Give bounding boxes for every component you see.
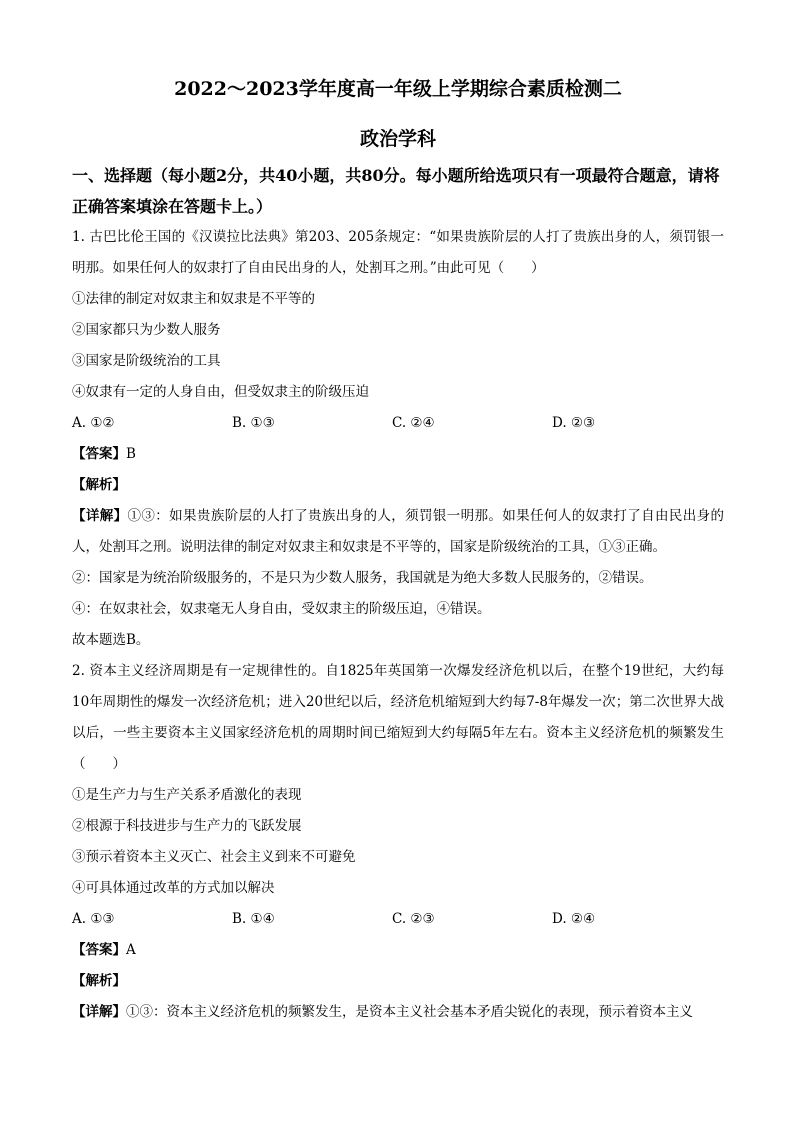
statement-2: ②根源于科技进步与生产力的飞跃发展 bbox=[72, 818, 302, 834]
option-c: C. ②④ bbox=[392, 415, 435, 431]
answer-line bbox=[72, 935, 724, 966]
analysis-tag: 【解析】 bbox=[72, 973, 126, 989]
section-heading: 一、选择题（每小题2分，共40小题，共80分。每小题所给选项只有一项最符合题意，请将正确答案填涂在答题卡上。） bbox=[72, 166, 720, 216]
statement-3: ③预示着资本主义灭亡、社会主义到来不可避免 bbox=[72, 849, 356, 865]
answer-value: B bbox=[126, 446, 136, 462]
answer-line bbox=[72, 439, 724, 470]
detail-tag: 【详解】 bbox=[72, 1004, 126, 1020]
answer-options bbox=[72, 408, 724, 439]
detail-paragraph-1 bbox=[72, 501, 724, 563]
answer-options bbox=[72, 904, 724, 935]
answer-tag: 【答案】 bbox=[72, 942, 126, 958]
option-b: B. ①④ bbox=[232, 911, 275, 927]
detail-text: ①③：资本主义经济危机的频繁发生，是资本主义社会基本矛盾尖锐化的表现，预示着资本主义 bbox=[126, 1004, 693, 1020]
detail-paragraph-2: ②：国家是为统治阶级服务的，不是只为少数人服务，我国就是为绝大多数人民服务的，②错误。 bbox=[72, 570, 653, 586]
option-a: A. ①③ bbox=[72, 911, 115, 927]
statement-3: ③国家是阶级统治的工具 bbox=[72, 353, 221, 369]
detail-tag: 【详解】 bbox=[72, 508, 128, 524]
question-stem: 1. 古巴比伦王国的《汉谟拉比法典》第203、205条规定：“如果贵族阶层的人打了贵族出身的人，须罚银一明那。如果任何人的奴隶打了自由民出身的人，处割耳之刑。”由此可见（ ） bbox=[72, 229, 724, 276]
answer-tag: 【答案】 bbox=[72, 446, 126, 462]
question-stem: 2. 资本主义经济周期是有一定规律性的。自1825年英国第一次爆发经济危机以后，在整个19世纪，大约每10年周期性的爆发一次经济危机；进入20世纪以后，经济危机缩短到大约每7-8年爆发一次；第二次世界大战以后，一些主要资本主义国家经济危机的周期时间已缩短到大约每隔5年左右。资本主义经济危机的频繁发生（ ） bbox=[72, 663, 724, 772]
option-a: A. ①② bbox=[72, 415, 115, 431]
option-b: B. ①③ bbox=[232, 415, 275, 431]
statement-1: ①是生产力与生产关系矛盾激化的表现 bbox=[72, 787, 302, 803]
statement-4: ④奴隶有一定的人身自由，但受奴隶主的阶级压迫 bbox=[72, 384, 369, 400]
statement-2: ②国家都只为少数人服务 bbox=[72, 322, 221, 338]
document-subject: 政治学科 bbox=[359, 128, 436, 150]
option-c: C. ②③ bbox=[392, 911, 435, 927]
document-page bbox=[72, 60, 724, 1028]
detail-paragraph-1 bbox=[72, 997, 724, 1028]
document-title: 2022～2023学年度高一年级上学期综合素质检测二 bbox=[174, 78, 622, 100]
question-2 bbox=[72, 656, 724, 1028]
question-1 bbox=[72, 222, 724, 656]
answer-value: A bbox=[126, 942, 136, 958]
statement-1: ①法律的制定对奴隶主和奴隶是不平等的 bbox=[72, 291, 315, 307]
analysis-tag: 【解析】 bbox=[72, 477, 126, 493]
statement-4: ④可具体通过改革的方式加以解决 bbox=[72, 880, 275, 896]
conclusion: 故本题选B。 bbox=[72, 632, 150, 648]
detail-text: ①③：如果贵族阶层的人打了贵族出身的人，须罚银一明那。如果任何人的奴隶打了自由民出身的人，处割耳之刑。说明法律的制定对奴隶主和奴隶是不平等的，国家是阶级统治的工具，①③正确。 bbox=[72, 508, 725, 555]
option-d: D. ②④ bbox=[552, 911, 596, 927]
option-d: D. ②③ bbox=[552, 415, 596, 431]
detail-paragraph-3: ④：在奴隶社会，奴隶毫无人身自由，受奴隶主的阶级压迫，④错误。 bbox=[72, 601, 491, 617]
